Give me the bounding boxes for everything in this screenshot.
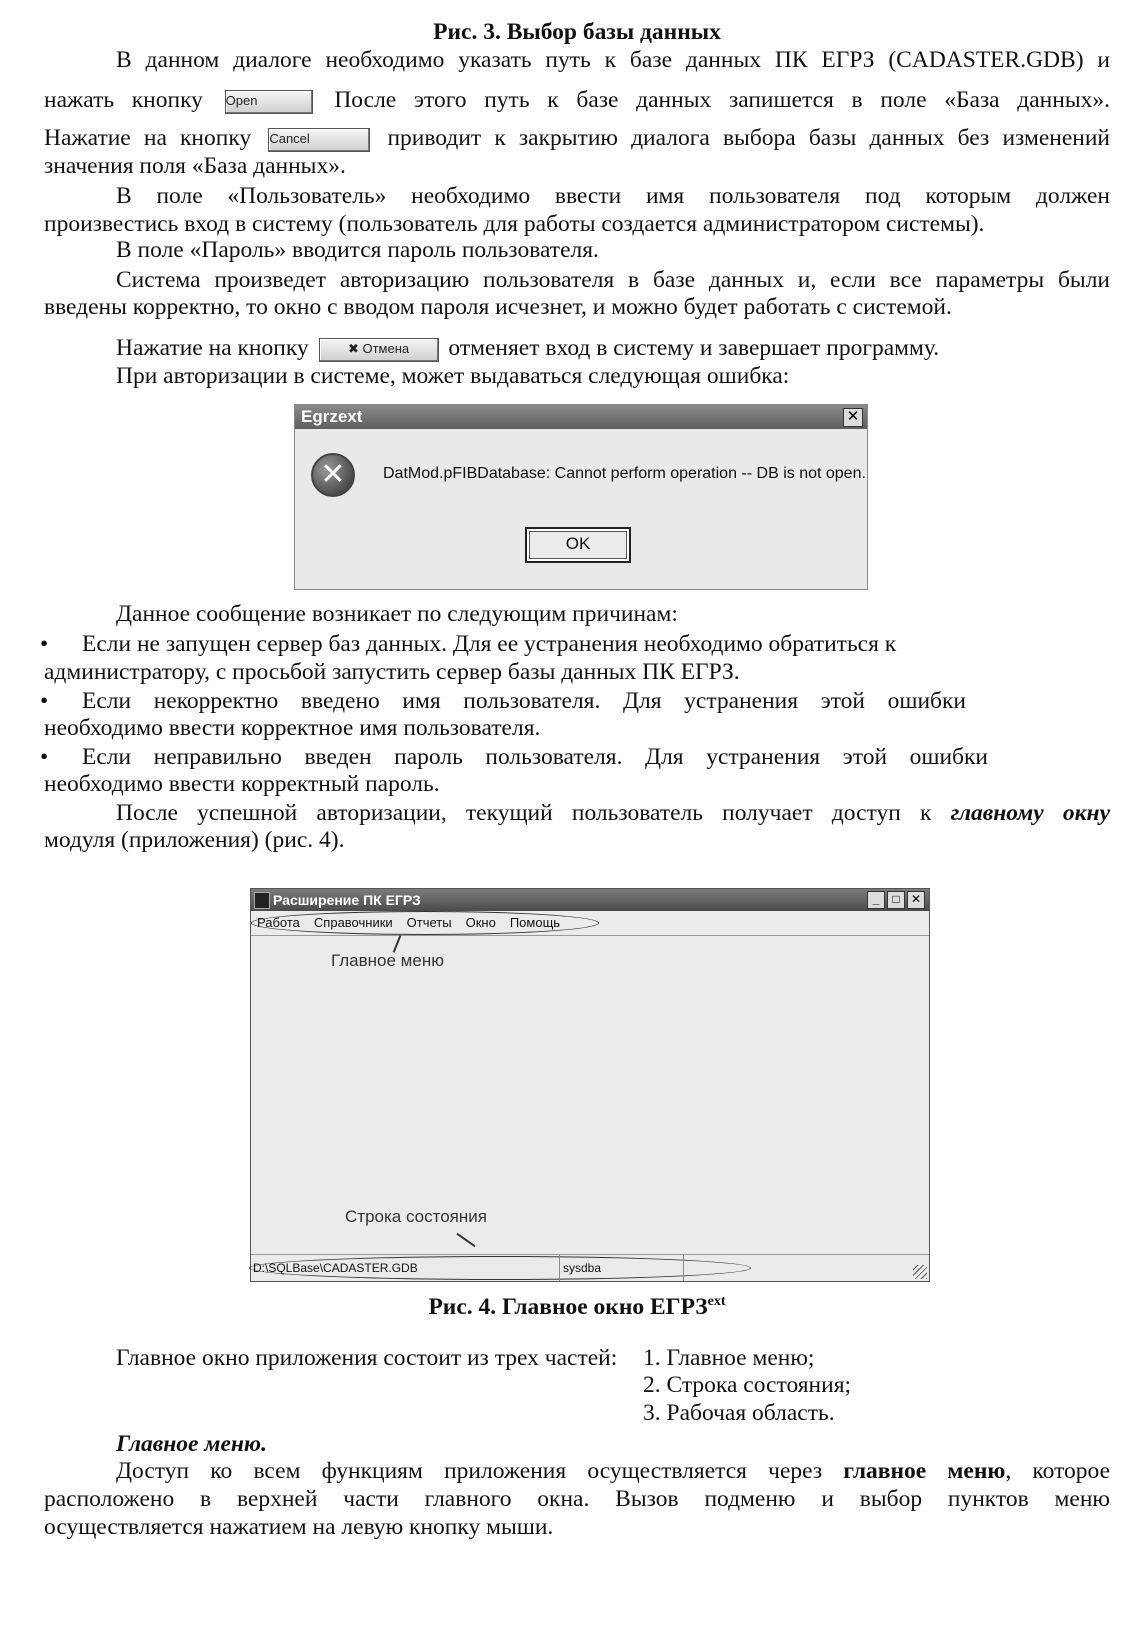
paragraph-line: расположено в верхней части главного окна. Вызов подменю и выбор пунктов меню	[44, 1486, 1110, 1512]
section-heading: Главное меню.	[116, 1431, 267, 1457]
menu-item-references[interactable]: Справочники	[313, 915, 393, 930]
figure-3-caption: Рис. 3. Выбор базы данных	[433, 19, 721, 45]
window-titlebar	[251, 889, 929, 911]
annotation-oval	[251, 911, 599, 935]
paragraph-line: После успешной авторизации, текущий пользователь получает доступ к главному окну	[116, 800, 1110, 826]
paragraph-line: произвестись вход в систему (пользователь для работы создается администратором системы).	[44, 211, 985, 237]
error-message: DatMod.pFIBDatabase: Cannot perform operation -- DB is not open.	[383, 465, 866, 482]
status-db-path: D:\SQLBase\CADASTER.GDB	[251, 1255, 560, 1281]
menu-item-window[interactable]: Окно	[465, 915, 496, 930]
paragraph-line: введены корректно, то окно с вводом пароля исчезнет, и можно будет работать с системой.	[44, 294, 952, 320]
paragraph-line: Доступ ко всем функциям приложения осуществляется через главное меню, которое	[116, 1458, 1110, 1484]
paragraph-line: В поле «Пароль» вводится пароль пользователя.	[116, 237, 599, 263]
paragraph-line: осуществляется нажатием на левую кнопку мыши.	[44, 1514, 554, 1540]
parts-list-item: 2. Строка состояния;	[643, 1372, 852, 1398]
paragraph-line: Данное сообщение возникает по следующим причинам:	[116, 601, 678, 627]
cancel-button-image: Cancel	[268, 128, 370, 152]
status-bar	[251, 1254, 929, 1281]
status-user: sysdba	[559, 1255, 684, 1281]
dialog-title: Egrzext	[301, 407, 363, 426]
bullet-line: Если неправильно введен пароль пользователя. Для устранения этой ошибки	[82, 744, 988, 770]
minimize-icon[interactable]: _	[867, 891, 885, 909]
app-icon	[254, 892, 270, 909]
paragraph-line: значения поля «База данных».	[44, 153, 346, 179]
bullet-icon: •	[40, 744, 49, 770]
menu-item-help[interactable]: Помощь	[509, 915, 561, 930]
figure-4-caption: Рис. 4. Главное окно $ЕГРЗ^{ext}$	[428, 1293, 726, 1320]
bullet-line: необходимо ввести корректное имя пользователя.	[44, 715, 541, 741]
resize-grip-icon[interactable]	[913, 1265, 927, 1279]
main-menu	[251, 911, 929, 936]
error-dialog	[294, 404, 868, 590]
status-bar-annotation: Строка состояния	[345, 1207, 487, 1226]
cross-icon: ✖	[347, 340, 359, 356]
parts-intro: Главное окно приложения состоит из трех частей:	[116, 1345, 618, 1371]
menu-item-work[interactable]: Работа	[257, 915, 300, 930]
maximize-icon[interactable]: □	[887, 891, 905, 909]
error-icon: ✕	[311, 453, 355, 497]
bullet-line: необходимо ввести корректный пароль.	[44, 771, 440, 797]
parts-list-item: 1. Главное меню;	[643, 1345, 815, 1371]
bullet-icon: •	[40, 688, 49, 714]
ok-button[interactable]: OK	[525, 527, 631, 563]
paragraph-line: Система произведет авторизацию пользователя в базе данных и, если все параметры были	[116, 267, 1110, 293]
main-window-screenshot	[250, 888, 930, 1282]
close-icon[interactable]: ✕	[843, 408, 863, 427]
bullet-icon: •	[40, 631, 49, 657]
annotation-arrow	[456, 1233, 475, 1247]
bullet-line: администратору, с просьбой запустить сервер базы данных ПК ЕГРЗ.	[44, 659, 740, 685]
paragraph-line: В поле «Пользователь» необходимо ввести имя пользователя под которым должен	[116, 183, 1110, 209]
paragraph-line: нажать кнопку Open После этого путь к базе данных запишется в поле «База данных».	[44, 87, 1110, 113]
parts-list-item: 3. Рабочая область.	[643, 1400, 835, 1426]
main-menu-annotation: Главное меню	[331, 951, 444, 970]
close-icon[interactable]: ✕	[907, 891, 925, 909]
window-title: Расширение ПК ЕГРЗ	[273, 892, 421, 908]
bullet-line: Если не запущен сервер баз данных. Для ее устранения необходимо обратиться к	[82, 631, 897, 657]
bullet-line: Если некорректно введено имя пользователя. Для устранения этой ошибки	[82, 688, 966, 714]
paragraph-line: Нажатие на кнопку ✖ Отмена отменяет вход в систему и завершает программу.	[116, 335, 940, 361]
paragraph-line: модуля (приложения) (рис. 4).	[44, 827, 345, 853]
paragraph-line: В данном диалоге необходимо указать путь к базе данных ПК ЕГРЗ (CADASTER.GDB) и	[116, 47, 1110, 73]
menu-item-reports[interactable]: Отчеты	[406, 915, 452, 930]
open-button-image: Open	[225, 90, 313, 114]
paragraph-line: Нажатие на кнопку Cancel приводит к закрытию диалога выбора базы данных без изменений	[44, 125, 1111, 151]
cancel-ru-button-image: ✖ Отмена	[319, 338, 439, 362]
dialog-titlebar	[295, 405, 867, 429]
paragraph-line: При авторизации в системе, может выдаваться следующая ошибка:	[116, 363, 790, 389]
